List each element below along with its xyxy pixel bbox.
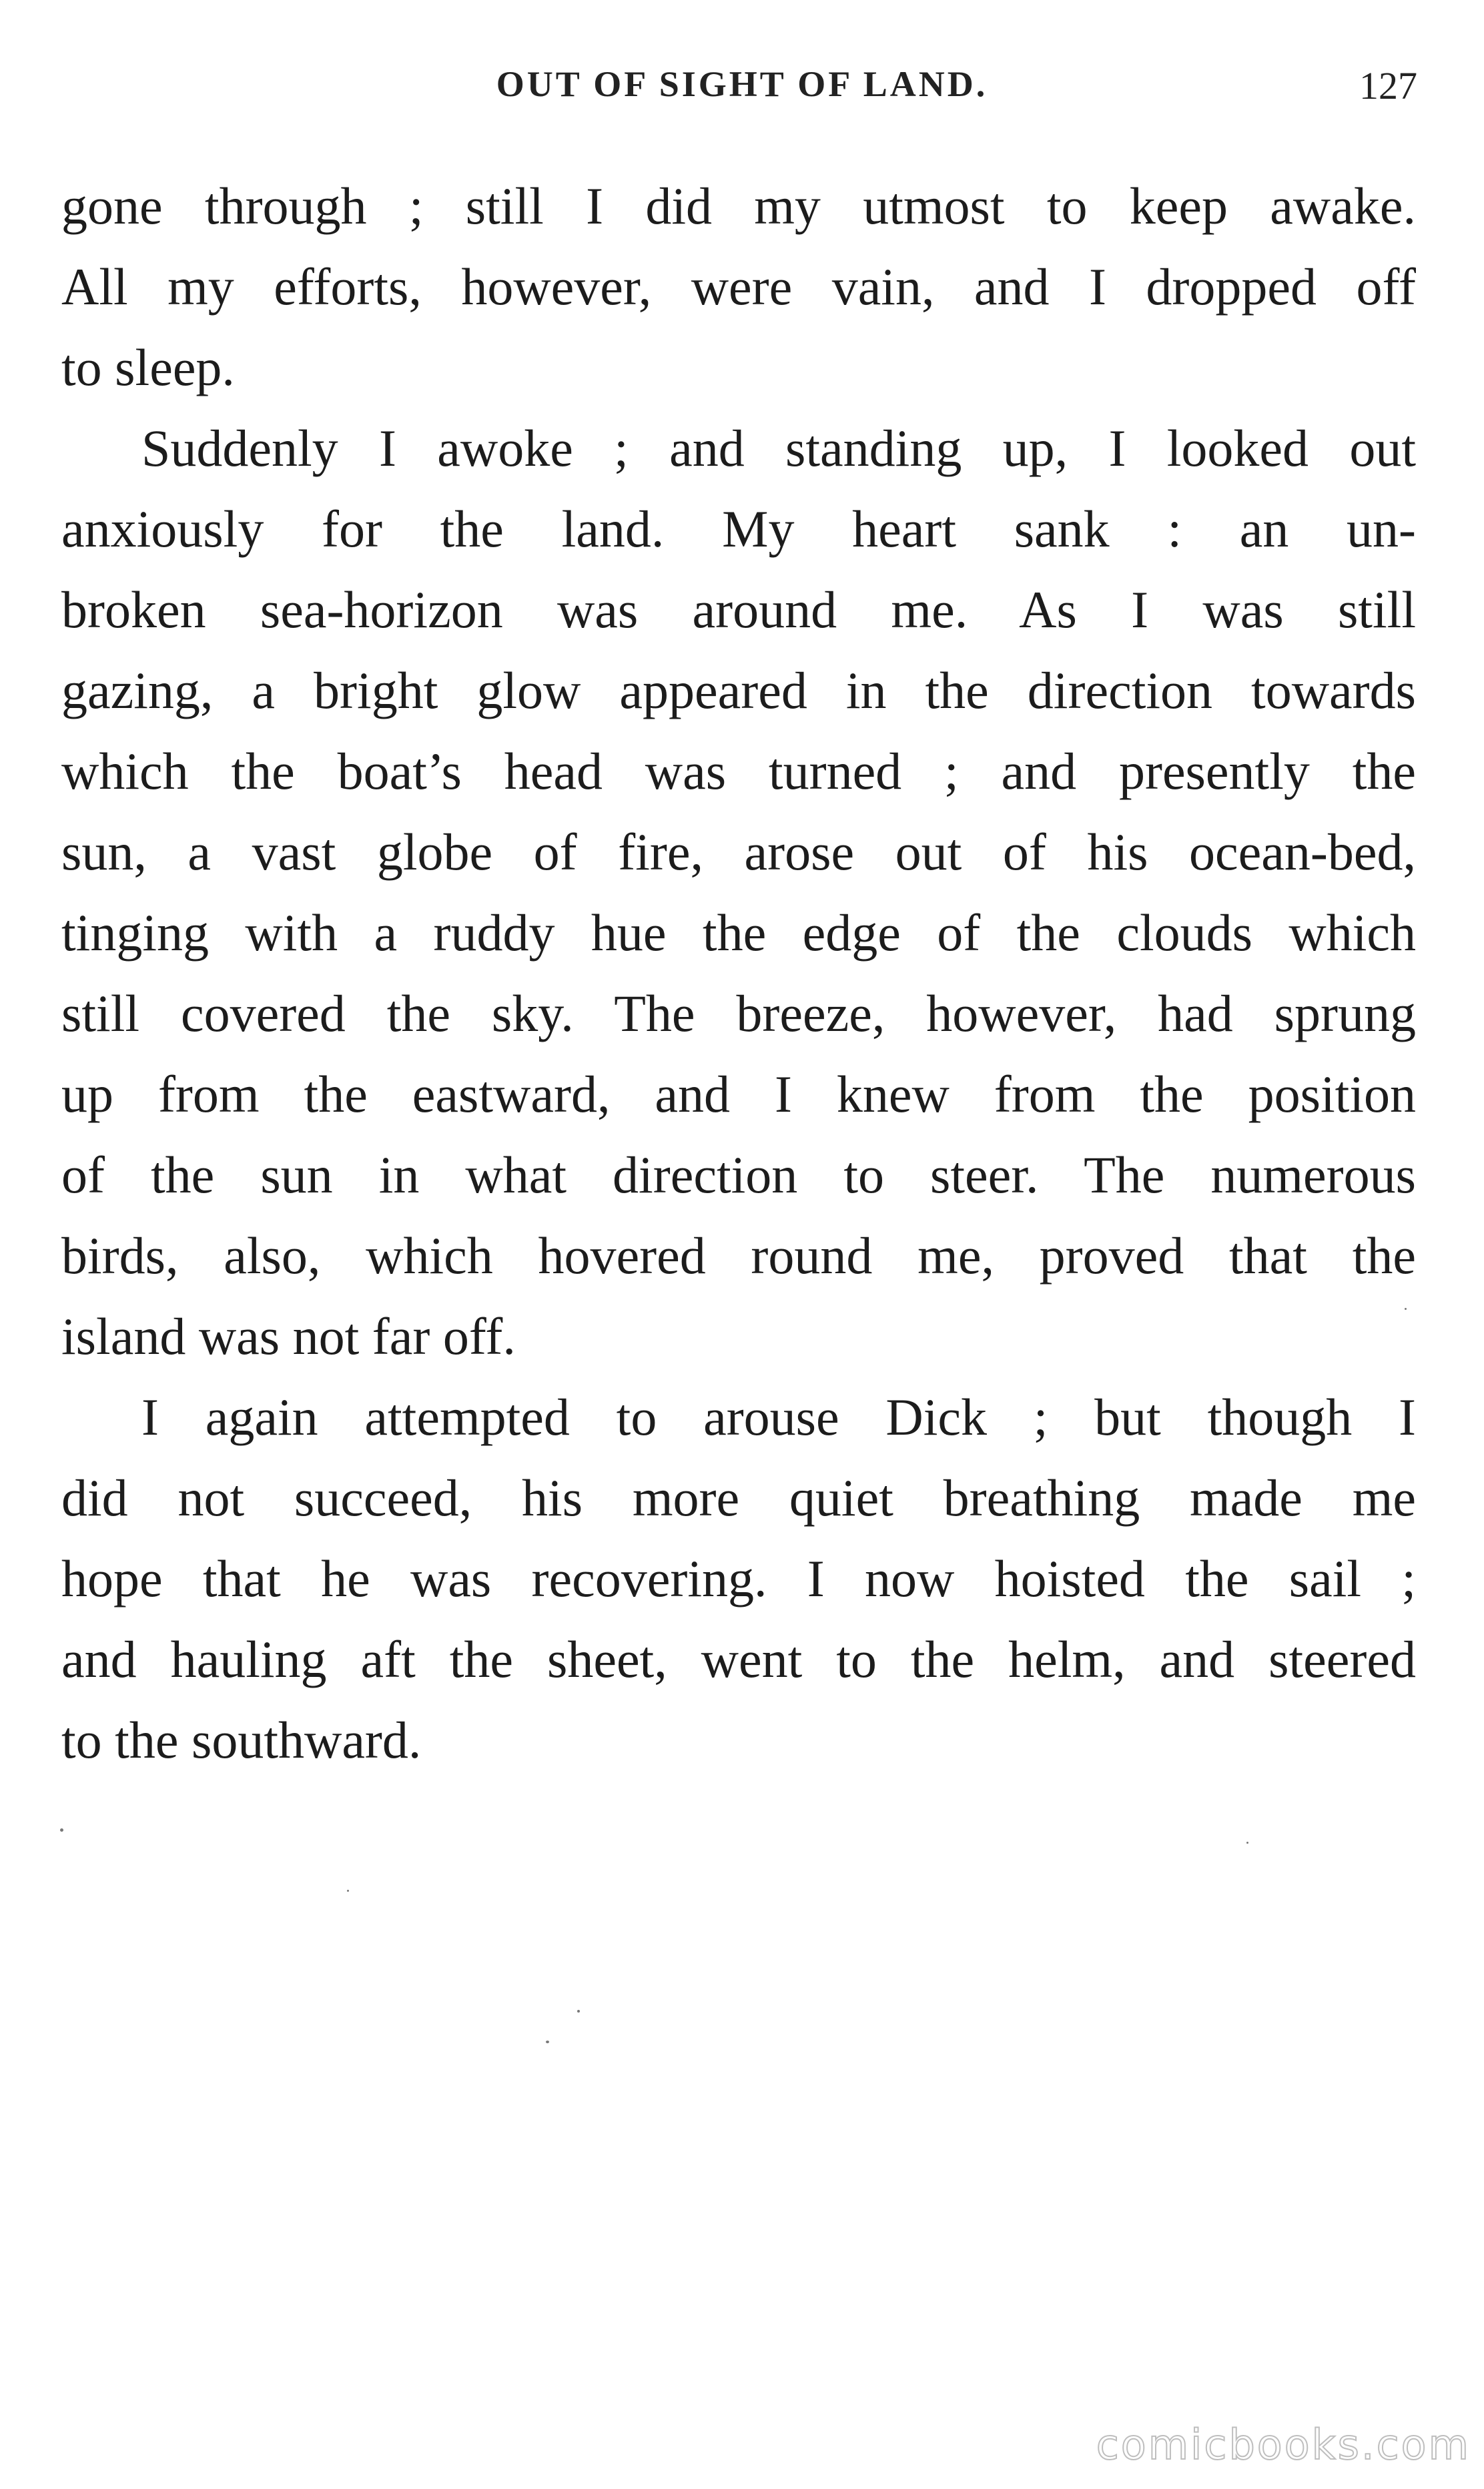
text-line: sun, a vast globe of fire, arose out of his ocean-bed, (61, 823, 1416, 881)
text-line: birds, also, which hovered round me, proved that the (61, 1226, 1416, 1285)
text-line: up from the eastward, and I knew from the position (61, 1065, 1416, 1123)
text-line: did not succeed, his more quiet breathing made me (61, 1469, 1416, 1527)
text-line: Suddenly I awoke ; and standing up, I looked out (141, 419, 1416, 477)
running-head (0, 63, 1484, 110)
paragraph-1 (61, 165, 1416, 408)
paper-speck (347, 1890, 349, 1892)
text-line: of the sun in what direction to steer. The numerous (61, 1146, 1416, 1204)
text-line: anxiously for the land. My heart sank : an un- (61, 500, 1416, 558)
text-line: island was not far off. (61, 1307, 516, 1365)
text-line: All my efforts, however, were vain, and I dropped off (61, 258, 1416, 316)
text-line: still covered the sky. The breeze, however, had sprung (61, 984, 1416, 1042)
text-line: broken sea-horizon was around me. As I was still (61, 581, 1416, 639)
paper-speck (60, 1828, 63, 1832)
running-title: OUT OF SIGHT OF LAND. (496, 64, 988, 104)
body-text (61, 165, 1416, 1780)
text-line: tinging with a ruddy hue the edge of the clouds which (61, 904, 1416, 962)
text-line: hope that he was recovering. I now hoisted the sail ; (61, 1549, 1416, 1608)
text-line: gazing, a bright glow appeared in the direction towards (61, 661, 1416, 719)
text-line: which the boat’s head was turned ; and presently the (61, 742, 1416, 800)
text-line: gone through ; still I did my utmost to keep awake. (61, 177, 1416, 235)
text-line: to sleep. (61, 338, 235, 396)
text-line: I again attempted to arouse Dick ; but though I (141, 1388, 1416, 1446)
paragraph-3 (61, 1377, 1416, 1780)
paper-speck (577, 2010, 580, 2013)
page-number: 127 (1359, 64, 1417, 107)
paragraph-2 (61, 408, 1416, 1377)
text-line: to the southward. (61, 1711, 422, 1769)
paper-speck (1246, 1842, 1248, 1844)
watermark: comicbooks.com (1096, 2420, 1471, 2469)
paper-speck (546, 2041, 549, 2043)
text-line: and hauling aft the sheet, went to the helm, and steered (61, 1630, 1416, 1688)
paper-speck (1405, 1308, 1407, 1310)
